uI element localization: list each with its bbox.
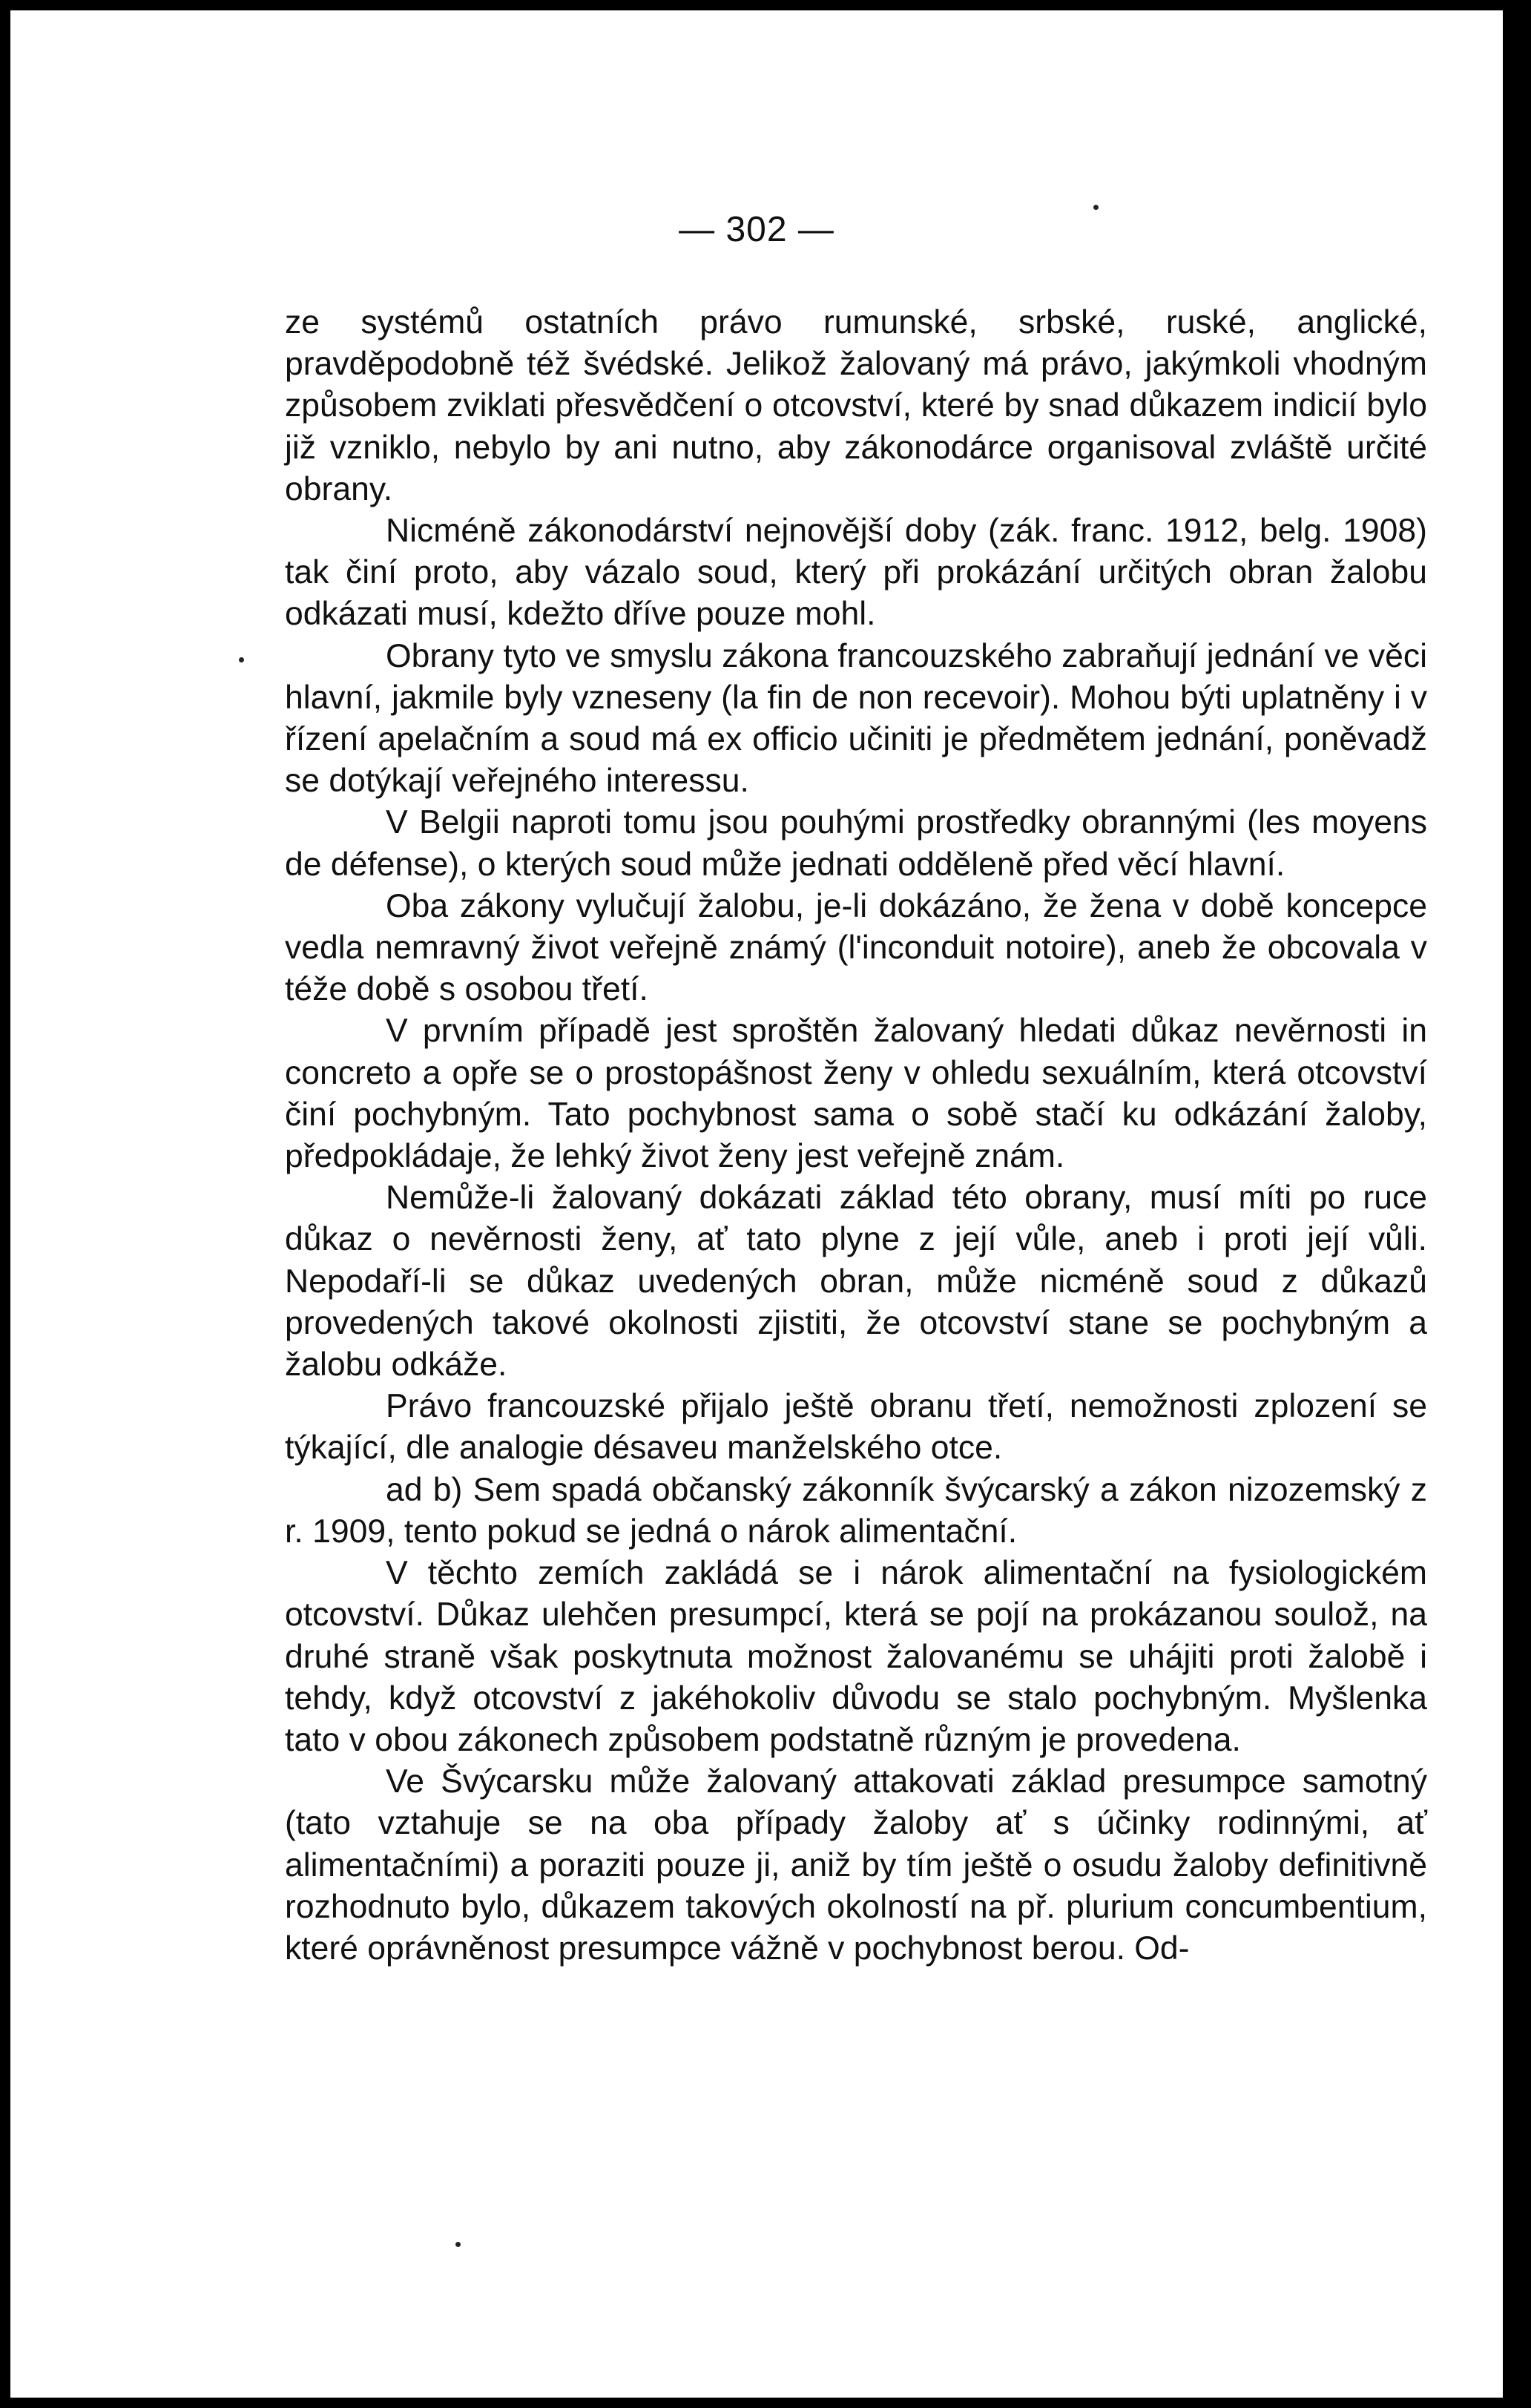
print-speck — [1093, 205, 1099, 210]
paragraph: Právo francouzské přijalo ještě obranu třetí, nemožnosti zplození se týkající, dle analogie désaveu manželského otce. — [285, 1388, 1427, 1467]
paragraph: V těchto zemích zakládá se i nárok alimentační na fysiologickém otcovství. Důkaz ulehčen presumpcí, která se pojí na prokázanou soulož, na druhé straně však poskytnuta možnost žalovanému se uhájiti proti žalobě i tehdy, když otcovství z jakéhokoliv důvodu se stalo pochybným. Myšlenka tato v obou zákonech způsobem podstatně různým je provedena. — [285, 1555, 1427, 1758]
book-page — [10, 10, 1503, 2398]
paragraph: Oba zákony vylučují žalobu, je-li dokázáno, že žena v době koncepce vedla nemravný život veřejně známý (l'inconduit notoire), aneb že obcovala v téže době s osobou třetí. — [285, 887, 1427, 1008]
paragraph: Nemůže-li žalovaný dokázati základ této obrany, musí míti po ruce důkaz o nevěrnosti ženy, ať tato plyne z její vůle, aneb i proti její vůli. Nepodaří-li se důkaz uvedených obran, může nicméně soud z důkazů provedených takové okolnosti zjistiti, že otcovství stane se pochybným a žalobu odkáže. — [285, 1180, 1427, 1384]
paragraph: ze systémů ostatních právo rumunské, srbské, ruské, anglické, pravděpodobně též švédské. Jelikož žalovaný má právo, jakýmkoli vhodným způsobem zviklati přesvědčení o otcovství, které by snad důkazem indicií bylo již vzniklo, nebylo by ani nutno, aby zákonodárce organisoval zvláště určité obrany. — [285, 304, 1427, 507]
paragraph: Nicméně zákonodárství nejnovější doby (zák. franc. 1912, belg. 1908) tak činí proto, aby vázalo soud, který při prokázání určitých obran žalobu odkázati musí, kdežto dříve pouze mohl. — [285, 513, 1427, 633]
print-speck — [455, 2242, 461, 2247]
paragraph: V Belgii naproti tomu jsou pouhými prostředky obrannými (les moyens de défense), o kterých soud může jednati odděleně před věcí hlavní. — [285, 804, 1427, 883]
page-number: — 302 — — [679, 210, 834, 249]
paragraph: V prvním případě jest sproštěn žalovaný hledati důkaz nevěrnosti in concreto a opře se o prostopášnost ženy v ohledu sexuálním, která otcovství činí pochybným. Tato pochybnost sama o sobě stačí ku odkázání žaloby, předpokládaje, že lehký život ženy jest veřejně znám. — [285, 1013, 1427, 1175]
body-text — [285, 302, 1427, 1970]
print-speck — [239, 657, 244, 662]
paragraph: Ve Švýcarsku může žalovaný attakovati základ presumpce samotný (tato vztahuje se na oba případy žaloby ať s účinky rodinnými, ať alimentačními) a poraziti pouze ji, aniž by tím ještě o osudu žaloby definitivně rozhodnuto bylo, důkazem takových okolností na př. plurium concumbentium, které oprávněnost presumpce vážně v pochybnost berou. Od- — [285, 1763, 1427, 1967]
paragraph: Obrany tyto ve smyslu zákona francouzského zabraňují jednání ve věci hlavní, jakmile byly vzneseny (la fin de non recevoir). Mohou býti uplatněny i v řízení apelačním a soud má ex officio učiniti je předmětem jednání, poněvadž se dotýkají veřejného interessu. — [285, 637, 1427, 800]
paragraph: ad b) Sem spadá občanský zákonník švýcarský a zákon nizozemský z r. 1909, tento pokud se jedná o nárok alimentační. — [285, 1471, 1427, 1550]
